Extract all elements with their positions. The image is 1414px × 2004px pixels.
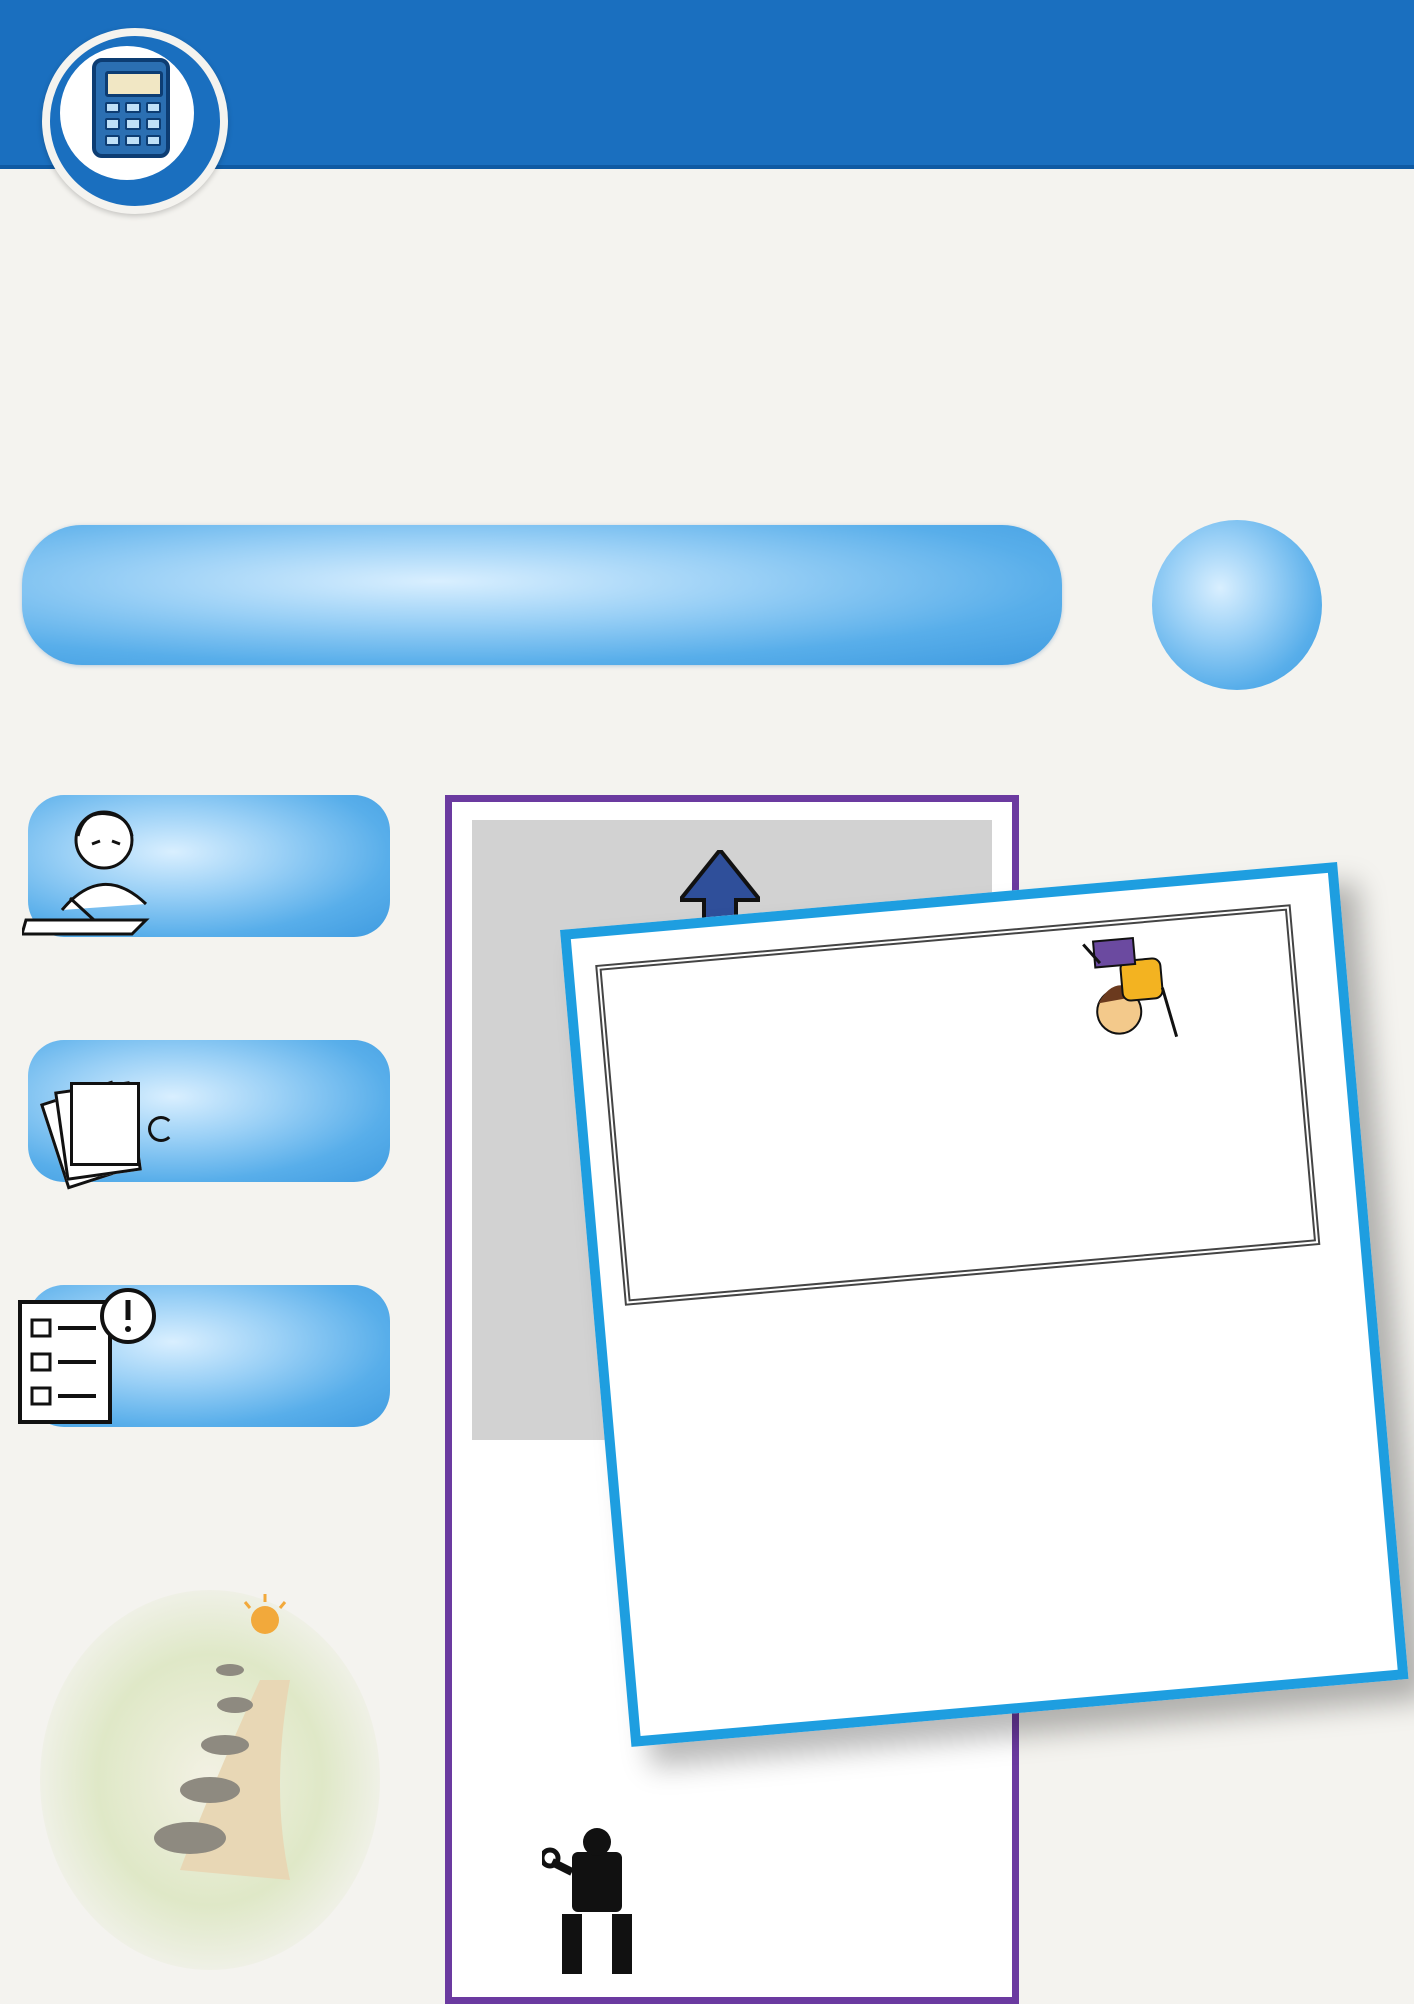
robot-illustration (542, 1822, 652, 1982)
feature-label-selbsterklaerend (150, 1305, 380, 1359)
calculator-icon (92, 58, 170, 158)
stolpersteine-logo (30, 1580, 390, 1980)
banner-text (22, 525, 1062, 665)
checklist-icon (16, 1282, 156, 1432)
feature-label-uebungen (170, 1064, 390, 1118)
header-title (250, 28, 1390, 138)
writing-child-icon (22, 800, 172, 940)
grade-badge (1152, 520, 1322, 690)
flashcards-icon (52, 1080, 152, 1180)
worksheet-frame (595, 904, 1320, 1306)
worksheet-front (560, 862, 1408, 1747)
kid-illustration (1062, 927, 1182, 1056)
calculator-badge (42, 28, 228, 214)
